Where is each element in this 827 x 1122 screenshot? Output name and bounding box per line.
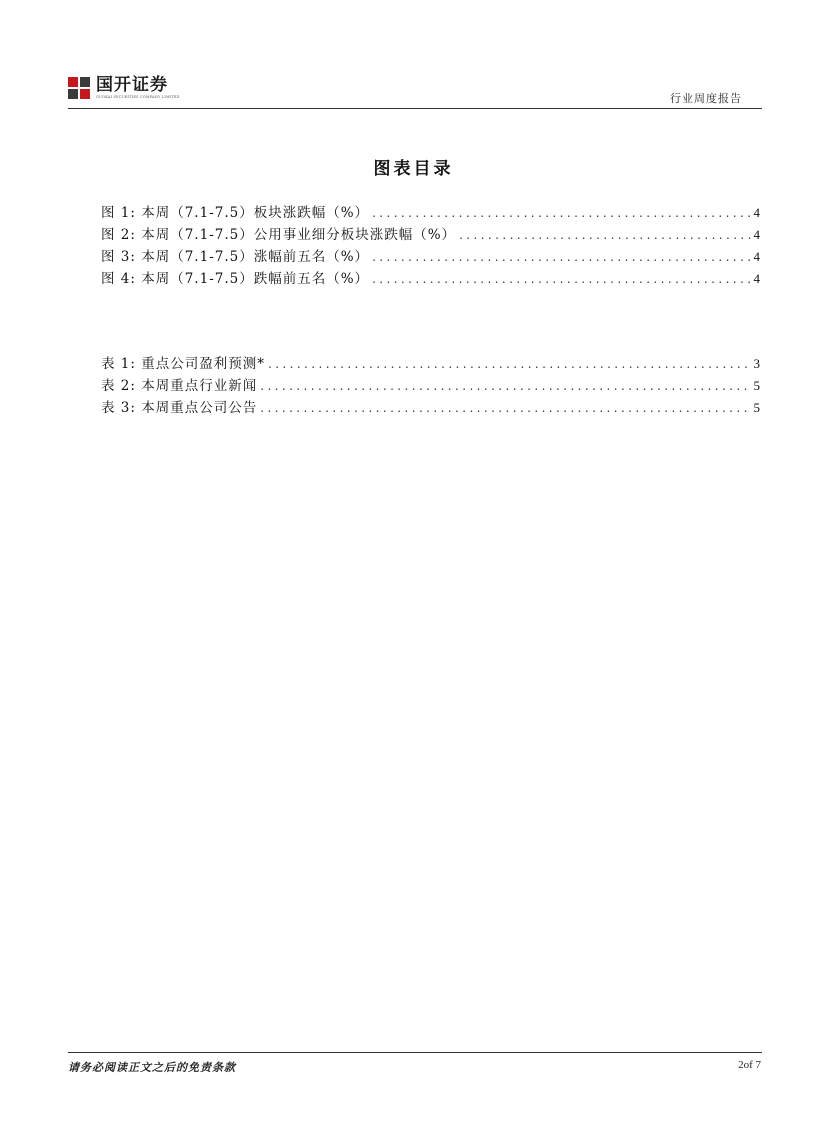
page-number: 2of 7 <box>738 1059 761 1071</box>
toc-entry-page: 3 <box>753 356 760 371</box>
toc-entry-label: 图 1: 本周（7.1-7.5）板块涨跌幅（%） <box>101 205 370 221</box>
toc-leader-dots <box>459 228 750 242</box>
toc-entry-label: 图 4: 本周（7.1-7.5）跌幅前五名（%） <box>101 271 370 287</box>
table-list <box>101 352 760 418</box>
toc-entry-table-1[interactable] <box>101 352 760 374</box>
toc-entry-label: 图 2: 本周（7.1-7.5）公用事业细分板块涨跌幅（%） <box>101 227 457 243</box>
toc-entry-page: 5 <box>753 400 760 415</box>
toc-entry-figure-3[interactable] <box>101 245 760 267</box>
toc-entry-label: 表 3: 本周重点公司公告 <box>101 400 258 416</box>
footer-disclaimer: 请务必阅读正文之后的免责条款 <box>68 1061 236 1074</box>
toc-entry-label: 图 3: 本周（7.1-7.5）涨幅前五名（%） <box>101 249 370 265</box>
company-logo <box>68 76 180 102</box>
toc-entry-page: 5 <box>753 378 760 393</box>
report-type: 行业周度报告 <box>670 92 742 105</box>
header-divider <box>68 108 762 109</box>
toc-leader-dots <box>260 379 750 393</box>
toc-entry-table-2[interactable] <box>101 374 760 396</box>
toc-title: 图表目录 <box>373 159 454 179</box>
footer-divider <box>68 1052 762 1053</box>
figure-list <box>101 201 760 289</box>
toc-entry-page: 4 <box>753 205 760 220</box>
toc-entry-page: 4 <box>753 271 760 286</box>
logo-name: 国开证券 <box>96 75 168 95</box>
toc-entry-figure-1[interactable] <box>101 201 760 223</box>
logo-subtitle: GUOKAI SECURITIES COMPANY LIMITED <box>96 95 180 99</box>
toc-entry-page: 4 <box>753 227 760 242</box>
toc-entry-table-3[interactable] <box>101 396 760 418</box>
toc-leader-dots <box>268 357 751 371</box>
toc-leader-dots <box>260 401 750 415</box>
toc-entry-label: 表 1: 重点公司盈利预测* <box>101 356 265 372</box>
page-header <box>68 76 762 110</box>
toc-leader-dots <box>372 206 750 220</box>
toc-entry-figure-2[interactable] <box>101 223 760 245</box>
logo-mark-icon <box>68 77 90 99</box>
toc-leader-dots <box>372 250 750 264</box>
toc-entry-label: 表 2: 本周重点行业新闻 <box>101 378 258 394</box>
toc-entry-figure-4[interactable] <box>101 267 760 289</box>
toc-leader-dots <box>372 272 750 286</box>
toc-entry-page: 4 <box>753 249 760 264</box>
